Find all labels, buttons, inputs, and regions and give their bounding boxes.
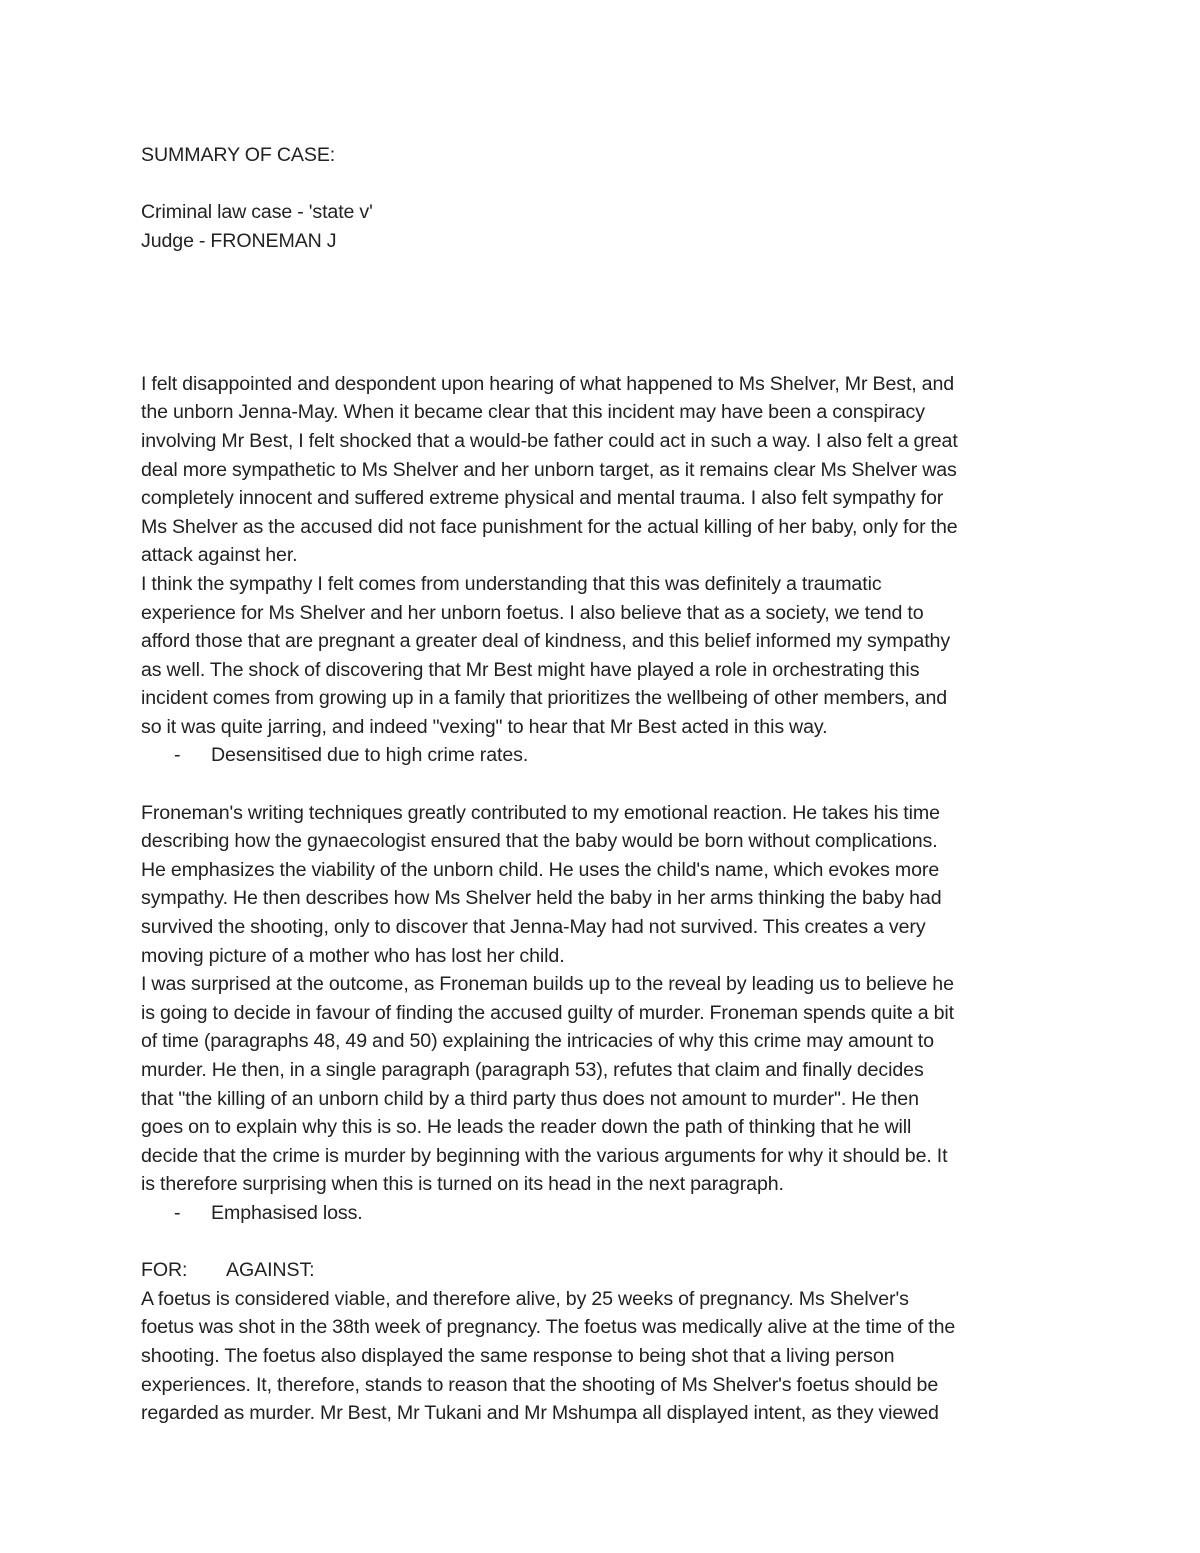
paragraph-line: goes on to explain why this is so. He leads the reader down the path of thinking that he will: [141, 1116, 912, 1139]
paragraph-line: I think the sympathy I felt comes from understanding that this was definitely a traumatic: [141, 572, 882, 595]
bullet-text: Emphasised loss.: [211, 1201, 363, 1224]
paragraph-line: incident comes from growing up in a family that prioritizes the wellbeing of other members, and: [141, 687, 948, 710]
paragraph-line: survived the shooting, only to discover that Jenna-May had not survived. This creates a very: [141, 916, 926, 939]
paragraph-line: regarded as murder. Mr Best, Mr Tukani and Mr Mshumpa all displayed intent, as they viewed: [141, 1402, 939, 1425]
paragraph-line: A foetus is considered viable, and therefore alive, by 25 weeks of pregnancy. Ms Shelver's: [141, 1287, 909, 1310]
paragraph-line: experiences. It, therefore, stands to reason that the shooting of Ms Shelver's foetus should be: [141, 1373, 939, 1396]
bullet-emphasised-loss: [141, 1199, 1061, 1228]
paragraph-line: afford those that are pregnant a greater deal of kindness, and this belief informed my sympathy: [141, 630, 951, 653]
paragraph-line: involving Mr Best, I felt shocked that a would-be father could act in such a way. I also felt a great: [141, 429, 958, 452]
paragraph-line: sympathy. He then describes how Ms Shelver held the baby in her arms thinking the baby had: [141, 887, 942, 910]
paragraph-line: foetus was shot in the 38th week of pregnancy. The foetus was medically alive at the time of the: [141, 1316, 956, 1339]
document-body: [141, 141, 1061, 1428]
paragraph-line: I felt disappointed and despondent upon hearing of what happened to Ms Shelver, Mr Best, and: [141, 372, 955, 395]
bullet-desensitised: [141, 741, 1061, 770]
paragraph-line: as well. The shock of discovering that Mr Best might have played a role in orchestrating this: [141, 658, 920, 681]
paragraph-line: I was surprised at the outcome, as Froneman builds up to the reveal by leading us to believe he: [141, 973, 954, 996]
paragraph-line: the unborn Jenna-May. When it became clear that this incident may have been a conspiracy: [141, 401, 925, 424]
paragraph-for-argument: [141, 1285, 1061, 1428]
paragraph-line: is therefore surprising when this is turned on its head in the next paragraph.: [141, 1173, 784, 1196]
paragraph-writing-techniques: [141, 799, 1061, 971]
dash-bullet-icon: -: [174, 744, 181, 767]
paragraph-line: of time (paragraphs 48, 49 and 50) explaining the intricacies of why this crime may amount to: [141, 1030, 934, 1053]
paragraph-reaction: [141, 370, 1061, 570]
paragraph-line: is going to decide in favour of finding the accused guilty of murder. Froneman spends quite a bit: [141, 1001, 954, 1024]
for-label: FOR:: [141, 1259, 188, 1282]
paragraph-outcome: [141, 970, 1061, 1199]
paragraph-line: murder. He then, in a single paragraph (paragraph 53), refutes that claim and finally decides: [141, 1059, 924, 1081]
paragraph-line: describing how the gynaecologist ensured that the baby would be born without complications.: [141, 830, 938, 853]
bullet-text: Desensitised due to high crime rates.: [211, 744, 529, 767]
paragraph-line: He emphasizes the viability of the unborn child. He uses the child's name, which evokes more: [141, 858, 940, 881]
paragraph-sympathy: [141, 570, 1061, 742]
paragraph-line: decide that the crime is murder by beginning with the various arguments for why it should be. It: [141, 1144, 948, 1167]
paragraph-line: deal more sympathetic to Ms Shelver and her unborn target, as it remains clear Ms Shelver was: [141, 458, 957, 481]
paragraph-line: that "the killing of an unborn child by a third party thus does not amount to murder". He then: [141, 1087, 919, 1110]
paragraph-line: Froneman's writing techniques greatly contributed to my emotional reaction. He takes his time: [141, 801, 940, 824]
document-heading: SUMMARY OF CASE:: [141, 144, 336, 166]
judge-line: Judge - FRONEMAN J: [141, 229, 337, 252]
dash-bullet-icon: -: [174, 1201, 181, 1224]
against-label: AGAINST:: [226, 1259, 315, 1282]
for-against-heading: [141, 1256, 1061, 1285]
paragraph-line: experience for Ms Shelver and her unborn foetus. I also believe that as a society, we tend to: [141, 601, 924, 624]
paragraph-line: shooting. The foetus also displayed the same response to being shot that a living person: [141, 1344, 895, 1367]
paragraph-line: Ms Shelver as the accused did not face punishment for the actual killing of her baby, only for the: [141, 515, 958, 538]
paragraph-line: attack against her.: [141, 544, 298, 567]
paragraph-line: completely innocent and suffered extreme physical and mental trauma. I also felt sympathy for: [141, 487, 944, 510]
case-type-line: Criminal law case - 'state v': [141, 201, 373, 224]
paragraph-line: moving picture of a mother who has lost her child.: [141, 944, 565, 967]
paragraph-line: so it was quite jarring, and indeed "vexing" to hear that Mr Best acted in this way.: [141, 715, 828, 738]
